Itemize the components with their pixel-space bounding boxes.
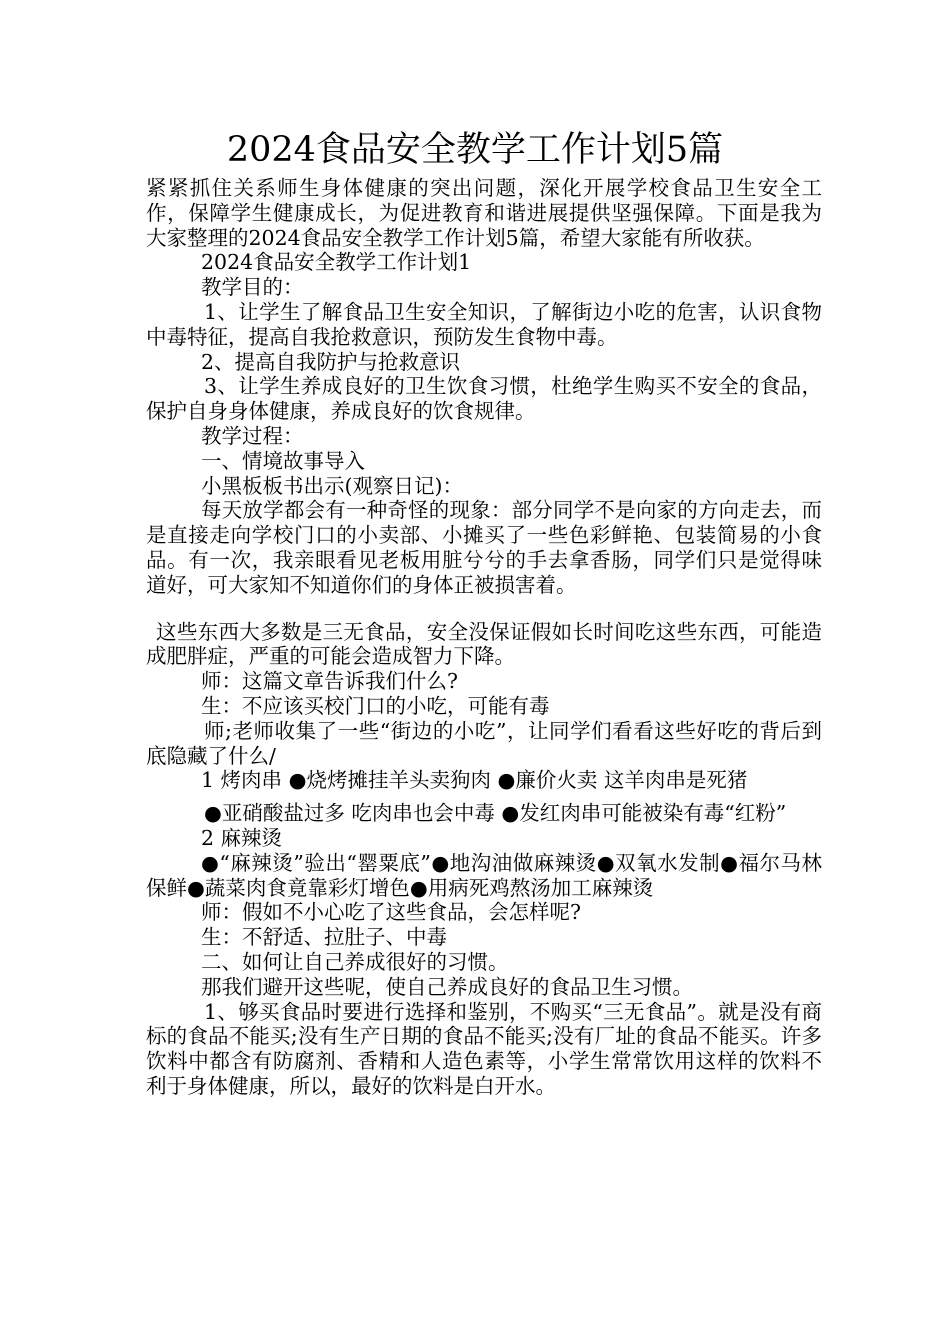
teaching-goal-heading: 教学目的： bbox=[201, 275, 304, 300]
habit-item-1: 1、够买食品时要进行选择和鉴别，不购买“三无食品”。就是没有商标的食品不能买;没有生产日期的食品不能买;没有厂址的食品不能买。许多饮料中都含有防腐剂、香精和人造色素等，小学生常常饮用这样的饮料不利于身体健康，所以，最好的饮料是白开水。 bbox=[146, 999, 822, 1098]
story-paragraph: 每天放学都会有一种奇怪的现象：部分同学不是向家的方向走去，而是直接走向学校门口的小卖部、小摊买了一些色彩鲜艳、包装简易的小食品。有一次，我亲眼看见老板用脏兮兮的手去拿香肠，同学们只是觉得味道好，可大家知不知道你们的身体正被损害着。 bbox=[146, 498, 822, 597]
blackboard-note: 小黑板板书出示(观察日记)： bbox=[201, 473, 463, 498]
snack-item-kebab: 1 烤肉串 ●烧烤摊挂羊头卖狗肉 ●廉价火卖 这羊肉串是死猪 bbox=[201, 768, 748, 793]
intro-paragraph: 紧紧抓住关系师生身体健康的突出问题，深化开展学校食品卫生安全工作，保障学生健康成长，为促进教育和谐进展提供坚强保障。下面是我为大家整理的2024食品安全教学工作计划5篇，希望大家能有所收获。 bbox=[146, 176, 822, 250]
teacher-snacks-intro: 师;老师收集了一些“街边的小吃”，让同学们看看这些好吃的背后到底隐藏了什么/ bbox=[146, 718, 822, 768]
three-no-food-paragraph: 这些东西大多数是三无食品，安全没保证假如长时间吃这些东西，可能造成肥胖症，严重的可能会造成智力下降。 bbox=[146, 619, 822, 669]
goal-item-3: 3、让学生养成良好的卫生饮食习惯，杜绝学生购买不安全的食品，保护自身身体健康，养成良好的饮食规律。 bbox=[146, 374, 822, 424]
habit-intro: 那我们避开这些呢，使自己养成良好的食品卫生习惯。 bbox=[201, 974, 693, 999]
step-2-heading: 二、如何让自己养成很好的习惯。 bbox=[201, 949, 509, 974]
student-answer-2: 生：不舒适、拉肚子、中毒 bbox=[201, 925, 447, 950]
goal-item-1: 1、让学生了解食品卫生安全知识，了解街边小吃的危害，认识食物中毒特征，提高自我抢救意识，预防发生食物中毒。 bbox=[146, 299, 822, 349]
document-title: 2024食品安全教学工作计划5篇 bbox=[226, 130, 724, 170]
teaching-process-heading: 教学过程： bbox=[201, 423, 304, 448]
teacher-question: 师：这篇文章告诉我们什么? bbox=[201, 669, 458, 694]
student-answer: 生：不应该买校门口的小吃，可能有毒 bbox=[201, 693, 550, 718]
teacher-question-2: 师：假如不小心吃了这些食品，会怎样呢? bbox=[201, 900, 581, 925]
section-heading-plan-1: 2024食品安全教学工作计划1 bbox=[201, 250, 472, 275]
snack-item-malatang-risks: ●“麻辣烫”验出“罂粟底”●地沟油做麻辣烫●双氧水发制●福尔马林保鲜●蔬菜肉食竟靠彩灯增色●用病死鸡熬汤加工麻辣烫 bbox=[146, 850, 822, 900]
goal-item-2: 2、提高自我防护与抢救意识 bbox=[201, 349, 461, 374]
document-body bbox=[146, 176, 822, 1099]
step-1-heading: 一、情境故事导入 bbox=[201, 448, 365, 473]
snack-item-malatang: 2 麻辣烫 bbox=[201, 825, 283, 850]
snack-item-kebab-risks: ●亚硝酸盐过多 吃肉串也会中毒 ●发红肉串可能被染有毒“红粉” bbox=[204, 801, 787, 826]
